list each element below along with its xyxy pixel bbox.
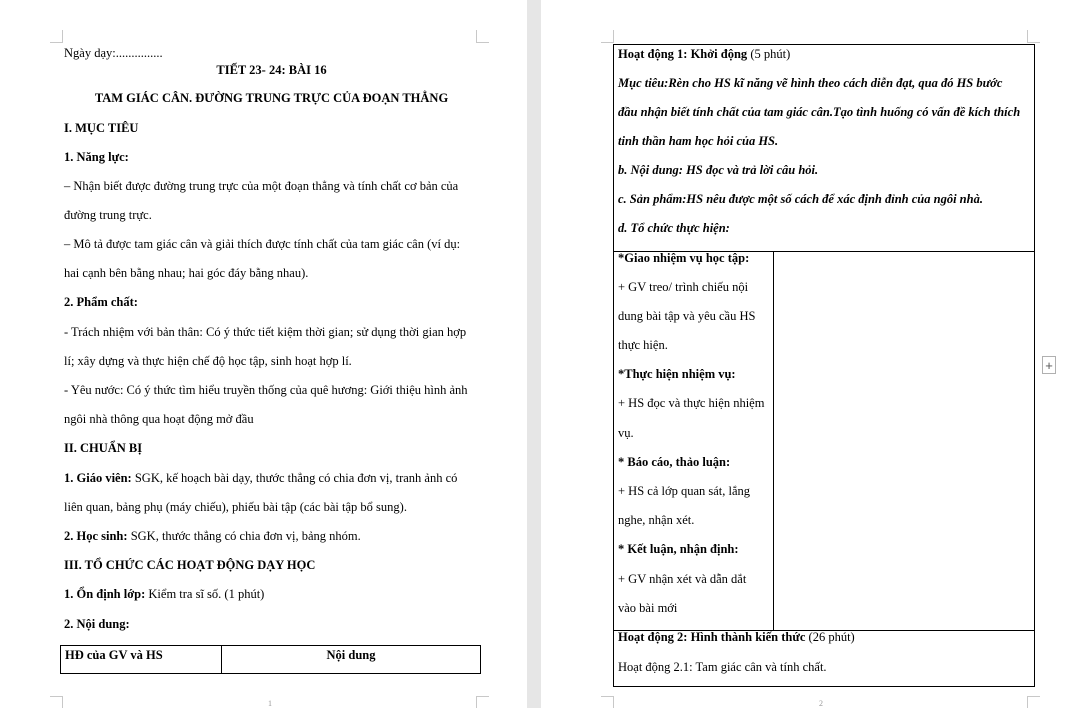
section-heading: III. TỔ CHỨC CÁC HOẠT ĐỘNG DẠY HỌC xyxy=(64,558,316,572)
teacher-text: SGK, kế hoạch bài dạy, thước thẳng có chia đơn vị, tranh ảnh có xyxy=(131,471,458,485)
perform-task-label: *Thực hiện nhiệm vụ: xyxy=(618,367,736,381)
crop-mark xyxy=(476,30,489,43)
objective-line: Mục tiêu:Rèn cho HS kĩ năng vẽ hình theo cách diễn đạt, qua đó HS bước xyxy=(618,76,1003,90)
sub-heading: 2. Nội dung: xyxy=(64,617,130,631)
paragraph-line: – Nhận biết được đường trung trực của một đoạn thẳng và tính chất cơ bản của xyxy=(64,179,459,193)
cell-text: + GV nhận xét và dẫn dắt xyxy=(618,572,747,586)
crop-mark xyxy=(601,696,614,708)
conclusion-label: * Kết luận, nhận định: xyxy=(618,542,739,556)
cell-text: nghe, nhận xét. xyxy=(618,513,695,527)
activity-2-heading xyxy=(618,629,855,645)
add-row-button[interactable]: + xyxy=(1042,356,1056,374)
class-check-label: 1. Ổn định lớp: xyxy=(64,587,146,601)
crop-mark xyxy=(50,696,63,708)
cell-text: + HS đọc và thực hiện nhiệm xyxy=(618,396,765,410)
table-column-border xyxy=(773,251,774,630)
activity-2-time: (26 phút) xyxy=(805,630,855,644)
crop-mark xyxy=(50,30,63,43)
crop-mark xyxy=(1027,30,1040,43)
content-line: b. Nội dung: HS đọc và trả lời câu hỏi. xyxy=(618,163,819,177)
cell-text: thực hiện. xyxy=(618,338,668,352)
date-line: Ngày dạy:............... xyxy=(64,46,163,60)
product-line: c. Sản phẩm:HS nêu được một số cách để xác định đỉnh của ngôi nhà. xyxy=(618,192,983,206)
page-number: 1 xyxy=(268,699,272,708)
student-label: 2. Học sinh: xyxy=(64,529,128,543)
paragraph-line xyxy=(64,586,264,602)
cell-text: vụ. xyxy=(618,426,634,440)
assign-task-label: *Giao nhiệm vụ học tập: xyxy=(618,251,750,265)
cell-text: + GV treo/ trình chiếu nội xyxy=(618,280,749,294)
document-page-1 xyxy=(0,0,527,708)
section-heading: I. MỤC TIÊU xyxy=(64,121,139,135)
paragraph-line: lí; xây dựng và thực hiện chế độ học tập, sinh hoạt hợp lí. xyxy=(64,354,352,368)
teacher-label: 1. Giáo viên: xyxy=(64,471,132,485)
organize-line: d. Tổ chức thực hiện: xyxy=(618,221,730,235)
cell-text: dung bài tập và yêu cầu HS xyxy=(618,309,756,323)
paragraph-line: - Trách nhiệm với bản thân: Có ý thức tiết kiệm thời gian; sử dụng thời gian hợp xyxy=(64,325,467,339)
paragraph-line: liên quan, bảng phụ (máy chiếu), phiếu bài tập (các bài tập bổ sung). xyxy=(64,500,407,514)
table-header-content: Nội dung xyxy=(326,648,376,662)
crop-mark xyxy=(1027,696,1040,708)
sub-heading: 2. Phẩm chất: xyxy=(64,295,138,309)
activity-table xyxy=(613,44,1035,687)
page-gap xyxy=(527,0,541,708)
table-header-activities: HĐ của GV và HS xyxy=(65,648,163,662)
paragraph-line xyxy=(64,528,361,544)
paragraph-line: hai cạnh bên bằng nhau; hai góc đáy bằng nhau). xyxy=(64,266,309,280)
objective-line: đầu nhận biết tính chất của tam giác cân.Tạo tình huống có vấn đề kích thích xyxy=(618,105,1021,119)
student-text: SGK, thước thẳng có chia đơn vị, bảng nhóm. xyxy=(127,529,361,543)
cell-text: + HS cả lớp quan sát, lắng xyxy=(618,484,751,498)
class-check-text: Kiểm tra sĩ số. (1 phút) xyxy=(145,587,265,601)
activity-1-label: Hoạt động 1: Khởi động xyxy=(618,47,748,61)
paragraph-line: ngôi nhà thông qua hoạt động mở đầu xyxy=(64,412,254,426)
activity-1-heading xyxy=(618,46,790,62)
cell-text: vào bài mới xyxy=(618,601,678,615)
content-table xyxy=(60,645,481,674)
paragraph-line xyxy=(64,470,457,486)
paragraph-line: đường trung trực. xyxy=(64,208,152,222)
activity-2-1-line: Hoạt động 2.1: Tam giác cân và tính chất. xyxy=(618,660,827,674)
activity-2-label: Hoạt động 2: Hình thành kiến thức xyxy=(618,630,806,644)
crop-mark xyxy=(601,30,614,43)
crop-mark xyxy=(476,696,489,708)
page-number: 2 xyxy=(819,699,823,708)
section-heading: II. CHUẨN BỊ xyxy=(64,441,143,455)
lesson-title: TIẾT 23- 24: BÀI 16 xyxy=(216,63,327,77)
paragraph-line: - Yêu nước: Có ý thức tìm hiểu truyền thống của quê hương: Giới thiệu hình ảnh xyxy=(64,383,468,397)
report-label: * Báo cáo, thảo luận: xyxy=(618,455,731,469)
paragraph-line: – Mô tả được tam giác cân và giải thích được tính chất của tam giác cân (ví dụ: xyxy=(64,237,461,251)
activity-1-time: (5 phút) xyxy=(747,47,791,61)
objective-line: tinh thần ham học hỏi của HS. xyxy=(618,134,779,148)
document-page-2 xyxy=(541,0,1069,708)
lesson-subtitle: TAM GIÁC CÂN. ĐƯỜNG TRUNG TRỰC CỦA ĐOẠN THẲNG xyxy=(94,91,449,105)
sub-heading: 1. Năng lực: xyxy=(64,150,129,164)
